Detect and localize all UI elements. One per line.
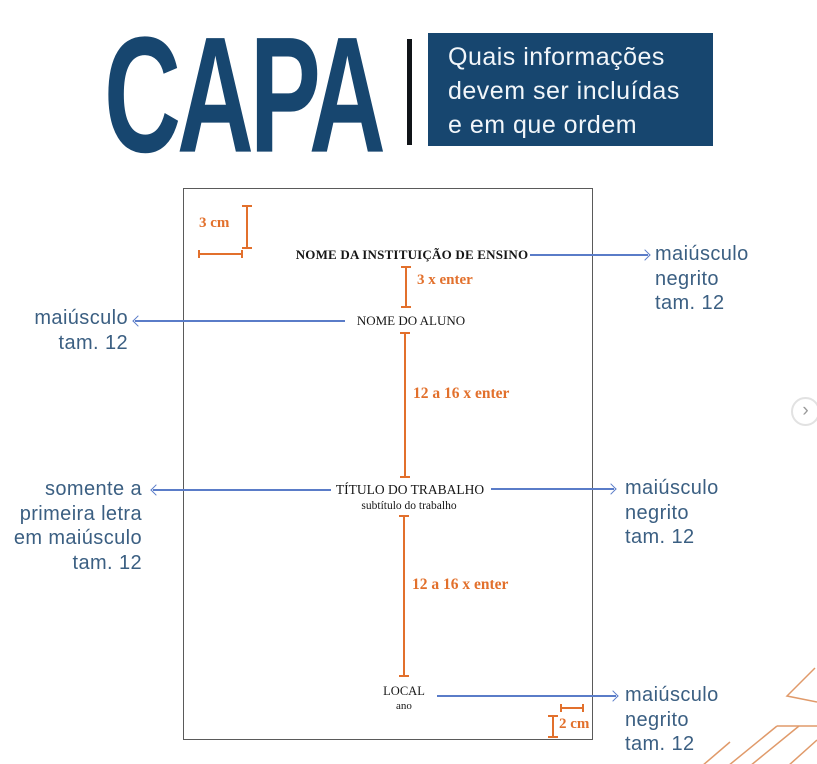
- note-title-left: [0, 477, 142, 575]
- top-margin-label: 3 cm: [199, 215, 230, 231]
- note-line: maiúsculo: [655, 243, 749, 265]
- arrow-institution-to-note: [530, 254, 648, 256]
- enter-spacing-label-2: 12 a 16 x enter: [413, 385, 510, 402]
- carousel-next-button[interactable]: [791, 397, 817, 426]
- page-title: CAPA: [104, 1, 382, 188]
- note-line: tam. 12: [655, 292, 725, 314]
- cover-page-preview: [183, 188, 593, 740]
- chevron-right-icon: ›: [802, 400, 809, 421]
- work-title-text: TÍTULO DO TRABALHO: [335, 482, 485, 497]
- year-text: ano: [396, 700, 412, 712]
- note-line: primeira letra: [19, 502, 142, 525]
- corner-stripes-decoration: [700, 645, 817, 764]
- note-line: negrito: [655, 267, 719, 290]
- place-text: LOCAL: [383, 684, 425, 698]
- student-name-text: NOME DO ALUNO: [356, 313, 466, 328]
- topic-line-3: e em que ordem: [448, 111, 638, 139]
- note-line: tam. 12: [72, 551, 142, 574]
- note-line: tam. 12: [58, 331, 128, 354]
- top-margin-vertical-measure: [246, 205, 248, 249]
- enter-spacing-label-3: 12 a 16 x enter: [412, 576, 509, 593]
- note-line: maiúsculo: [625, 477, 719, 499]
- note-line: somente a: [45, 478, 142, 500]
- bottom-margin-label: 2 cm: [559, 716, 590, 732]
- topic-line-2: devem ser incluídas: [448, 77, 680, 105]
- note-line: negrito: [625, 501, 689, 524]
- note-line: maiúsculo: [625, 684, 719, 706]
- work-subtitle-text: subtítulo do trabalho: [361, 500, 457, 512]
- arrow-place-to-note: [437, 695, 616, 697]
- arrow-title-to-left-note: [153, 489, 331, 491]
- note-line: negrito: [625, 708, 689, 731]
- note-student: [20, 306, 128, 355]
- arrow-title-to-right-note: [491, 488, 614, 490]
- note-institution: [655, 242, 749, 316]
- title-divider-bar: [407, 39, 412, 145]
- left-margin-horizontal-measure: [198, 253, 243, 255]
- institution-name-text: NOME DA INSTITUIÇÃO DE ENSINO: [295, 247, 529, 262]
- note-title-right: [625, 476, 719, 550]
- note-line: tam. 12: [625, 733, 695, 755]
- bottom-margin-vertical-measure: [552, 715, 554, 738]
- note-line: tam. 12: [625, 526, 695, 548]
- enter-spacing-line-2: [404, 332, 406, 478]
- enter-spacing-line-1: [405, 266, 407, 308]
- enter-spacing-line-3: [403, 515, 405, 677]
- note-line: maiúsculo: [34, 307, 128, 329]
- note-line: em maiúsculo: [13, 527, 142, 549]
- topic-box: [428, 33, 713, 146]
- bottom-margin-horizontal-measure: [560, 707, 584, 709]
- arrow-student-to-note: [135, 320, 345, 322]
- enter-spacing-label-1: 3 x enter: [417, 272, 473, 288]
- topic-line-1: Quais informações: [448, 43, 665, 71]
